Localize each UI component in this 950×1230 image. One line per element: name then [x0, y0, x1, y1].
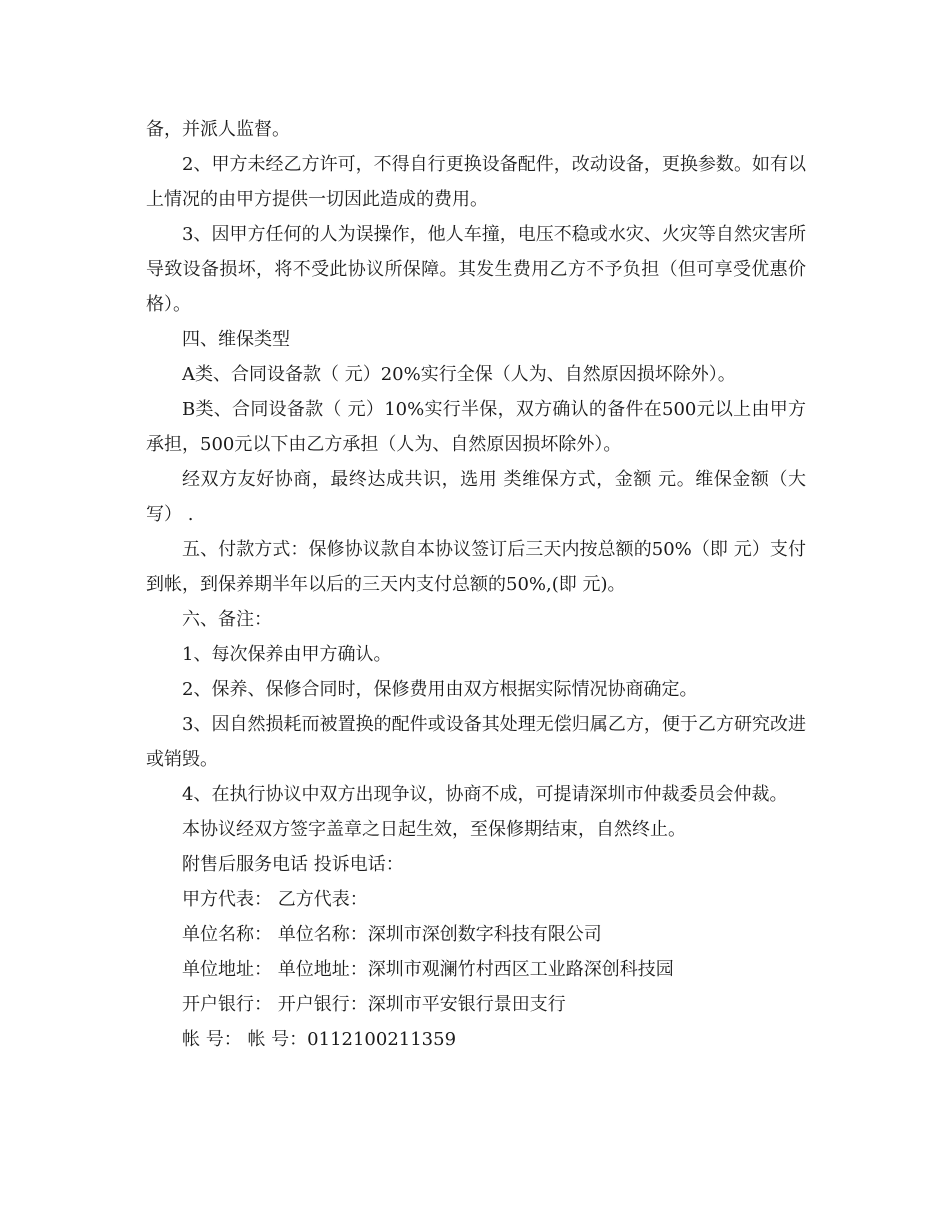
bank-line: 开户银行： 开户银行：深圳市平安银行景田支行 — [182, 994, 566, 1015]
paragraph-type-a: A类、合同设备款（ 元）20%实行全保（人为、自然原因损坏除外）。 — [182, 364, 736, 385]
paragraph-clause-3: 3、因甲方任何的人为误操作，他人车撞，电压不稳或水灾、火灾等自然灾害所导致设备损坏，将不受此协议所保障。其发生费用乙方不予负担（但可享受优惠价格）。 — [146, 224, 806, 315]
paragraph-effective-term: 本协议经双方签字盖章之日起生效，至保修期结束，自然终止。 — [182, 819, 686, 840]
remark-item-1: 1、每次保养由甲方确认。 — [182, 644, 392, 665]
section-heading-maintenance-type: 四、维保类型 — [182, 329, 290, 350]
paragraph-clause-2: 2、甲方未经乙方许可，不得自行更换设备配件，改动设备，更换参数。如有以上情况的由甲方提供一切因此造成的费用。 — [146, 154, 806, 210]
account-number-line: 帐 号： 帐 号：0112100211359 — [182, 1029, 457, 1050]
company-name-line: 单位名称： 单位名称：深圳市深创数字科技有限公司 — [182, 924, 602, 945]
paragraph-type-b: B类、合同设备款（ 元）10%实行半保，双方确认的备件在500元以上由甲方承担，500元以下由乙方承担（人为、自然原因损坏除外）。 — [146, 399, 806, 455]
paragraph-continuation: 备，并派人监督。 — [146, 119, 290, 140]
remark-item-3: 3、因自然损耗而被置换的配件或设备其处理无偿归属乙方，便于乙方研究改进或销毁。 — [146, 714, 806, 770]
document-body — [146, 112, 806, 1057]
section-payment-method: 五、付款方式：保修协议款自本协议签订后三天内按总额的50%（即 元）支付到帐，到保养期半年以后的三天内支付总额的50%,(即 元)。 — [146, 539, 806, 595]
service-phone-line: 附售后服务电话 投诉电话： — [182, 854, 404, 875]
remark-item-2: 2、保养、保修合同时，保修费用由双方根据实际情况协商确定。 — [182, 679, 698, 700]
paragraph-agreement-choice: 经双方友好协商，最终达成共识，选用 类维保方式，金额 元。维保金额（大写） . — [146, 469, 806, 525]
company-address-line: 单位地址： 单位地址：深圳市观澜竹村西区工业路深创科技园 — [182, 959, 674, 980]
section-heading-remarks: 六、备注： — [182, 609, 272, 630]
representatives-line: 甲方代表： 乙方代表： — [182, 889, 368, 910]
remark-item-4: 4、在执行协议中双方出现争议，协商不成，可提请深圳市仲裁委员会仲裁。 — [182, 784, 788, 805]
